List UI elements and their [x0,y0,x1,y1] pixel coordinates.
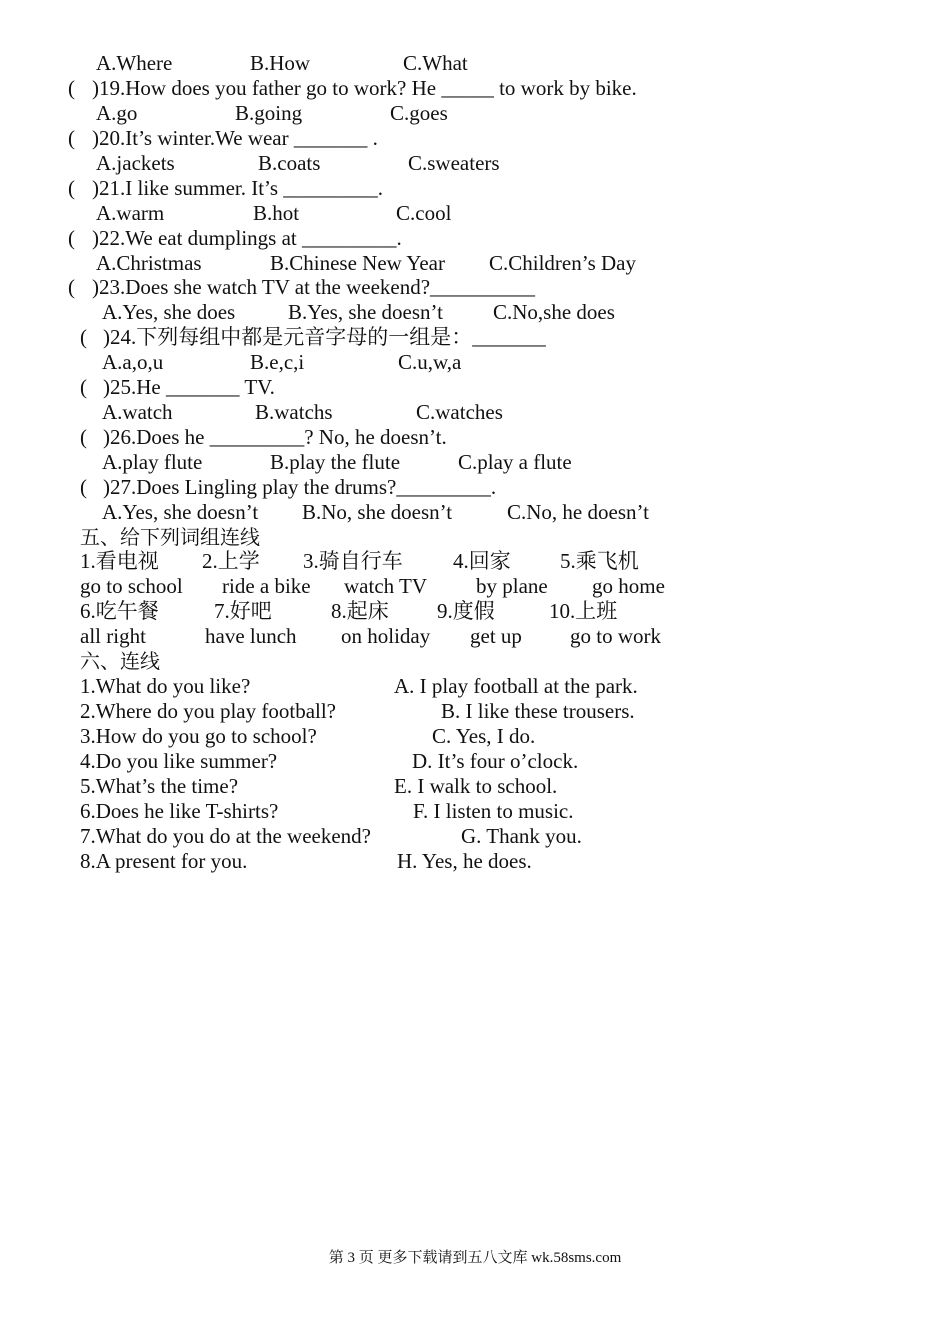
phrase-en: on holiday [341,624,431,648]
phrase-en: by plane [476,574,548,598]
phrase-en: watch TV [344,574,428,598]
phrase-en: get up [470,624,522,648]
match-answer: H. Yes, he does. [397,849,532,873]
match-question: 1.What do you like? [80,674,251,698]
question-19: )19.How does you father go to work? He _____ to work by bike. [92,76,637,100]
option-c: C.watches [416,400,503,424]
match-answer: G. Thank you. [461,824,582,848]
answer-paren: ( [80,375,87,399]
option-a: A.Yes, she doesn’t [102,500,259,524]
phrase-en: go to work [570,624,661,648]
option-b: B.watchs [255,400,333,424]
phrase-cn: 1.看电视 [80,549,159,573]
option-a: A.warm [96,201,165,225]
match-question: 6.Does he like T-shirts? [80,799,279,823]
match-question: 7.What do you do at the weekend? [80,824,371,848]
option-a: A.go [96,101,138,125]
option-a: A.jackets [96,151,175,175]
match-answer: C. Yes, I do. [432,724,536,748]
question-26: )26.Does he _________? No, he doesn’t. [103,425,447,449]
option-b: B.play the flute [270,450,401,474]
answer-paren: ( [68,226,75,250]
phrase-cn: 2.上学 [202,549,260,573]
question-27: )27.Does Lingling play the drums?_________. [103,475,497,499]
section-6-heading: 六、连线 [80,649,160,673]
answer-paren: ( [68,126,75,150]
option-c: C.sweaters [408,151,500,175]
option-c: C.u,w,a [398,350,462,374]
option-b: B.coats [258,151,321,175]
option-b: B.How [250,51,311,75]
question-25: )25.He _______ TV. [103,375,275,399]
option-a: A.Christmas [96,251,202,275]
option-c: C.No, he doesn’t [507,500,649,524]
option-c: C.play a flute [458,450,572,474]
option-a: A.Where [96,51,173,75]
option-c: C.Children’s Day [489,251,636,275]
match-answer: A. I play football at the park. [394,674,638,698]
answer-paren: ( [68,76,75,100]
phrase-cn: 10.上班 [549,599,618,623]
question-20: )20.It’s winter.We wear _______ . [92,126,378,150]
option-c: C.goes [390,101,448,125]
question-24: )24.下列每组中都是元音字母的一组是：_______ [103,325,546,349]
option-b: B.No, she doesn’t [302,500,453,524]
question-22: )22.We eat dumplings at _________. [92,226,402,250]
option-b: B.hot [253,201,300,225]
answer-paren: ( [68,176,75,200]
match-answer: D. It’s four o’clock. [412,749,579,773]
phrase-cn: 9.度假 [437,599,495,623]
phrase-cn: 7.好吧 [214,599,272,623]
phrase-cn: 5.乘飞机 [560,549,639,573]
option-a: A.play flute [102,450,203,474]
option-c: C.cool [396,201,452,225]
phrase-cn: 4.回家 [453,549,511,573]
match-answer: B. I like these trousers. [441,699,635,723]
phrase-cn: 3.骑自行车 [303,549,403,573]
option-a: A.a,o,u [102,350,164,374]
phrase-en: go to school [80,574,183,598]
match-answer: F. I listen to music. [413,799,574,823]
answer-paren: ( [80,425,87,449]
option-a: A.Yes, she does [102,300,236,324]
question-23: )23.Does she watch TV at the weekend?__________ [92,275,536,299]
match-question: 3.How do you go to school? [80,724,317,748]
option-c: C.What [403,51,468,75]
option-a: A.watch [102,400,173,424]
option-b: B.Chinese New Year [270,251,445,275]
question-21: )21.I like summer. It’s _________. [92,176,384,200]
option-b: B.Yes, she doesn’t [288,300,443,324]
match-question: 2.Where do you play football? [80,699,336,723]
match-question: 8.A present for you. [80,849,248,873]
phrase-cn: 6.吃午餐 [80,599,159,623]
option-c: C.No,she does [493,300,615,324]
match-question: 4.Do you like summer? [80,749,278,773]
page-footer: 第 3 页 更多下载请到五八文库 wk.58sms.com [328,1250,622,1266]
phrase-en: ride a bike [222,574,311,598]
answer-paren: ( [68,275,75,299]
answer-paren: ( [80,475,87,499]
option-b: B.going [235,101,303,125]
phrase-en: go home [592,574,665,598]
option-b: B.e,c,i [250,350,305,374]
phrase-en: have lunch [205,624,297,648]
phrase-cn: 8.起床 [331,599,389,623]
phrase-en: all right [80,624,146,648]
section-5-heading: 五、给下列词组连线 [80,525,260,549]
answer-paren: ( [80,325,87,349]
match-question: 5.What’s the time? [80,774,239,798]
match-answer: E. I walk to school. [394,774,558,798]
